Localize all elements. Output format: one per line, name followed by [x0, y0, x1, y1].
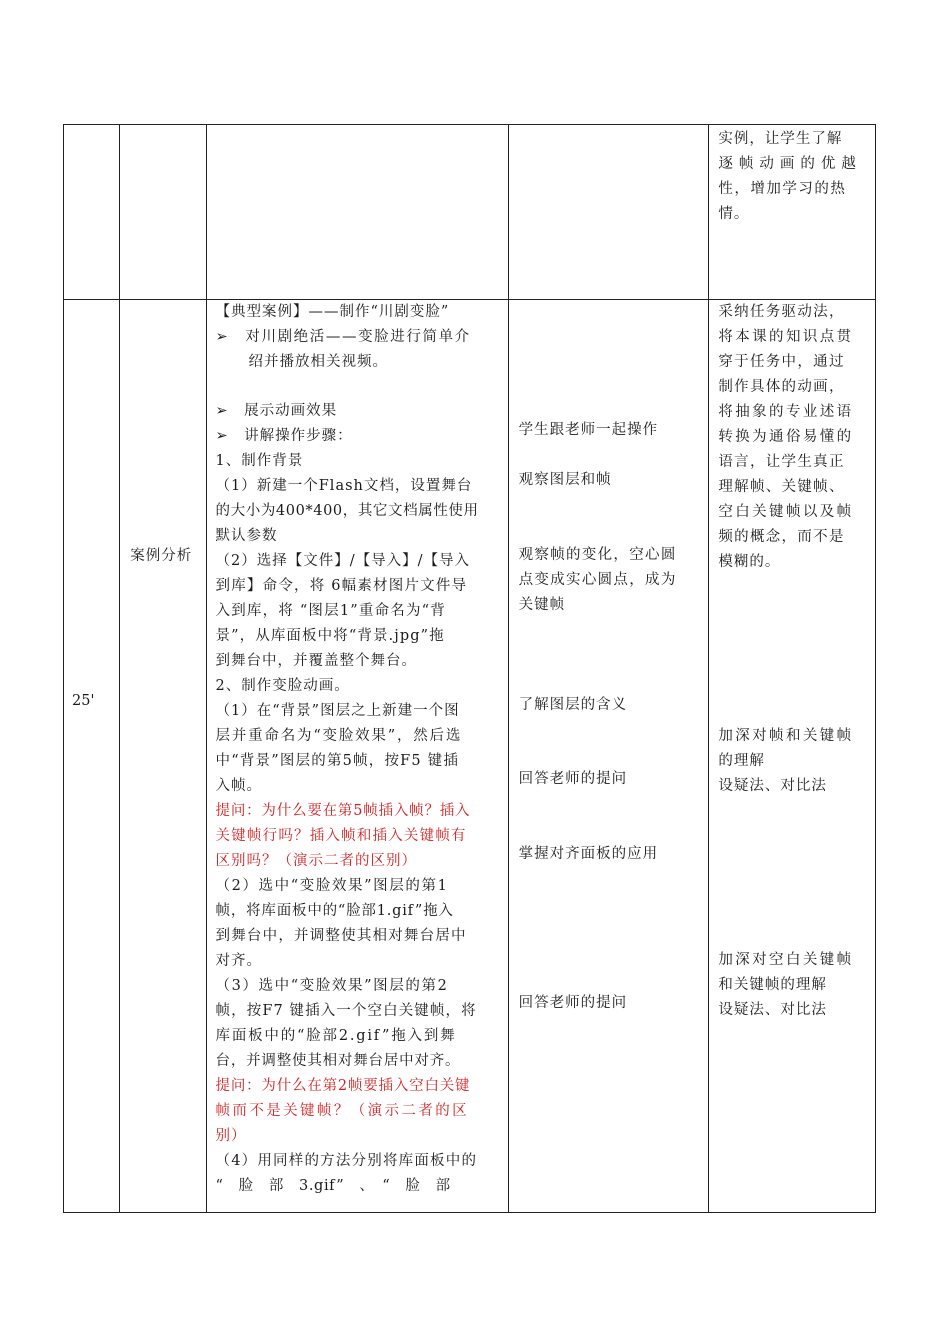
teacher-line: 到舞台中，并调整使其相对舞台居中 — [215, 928, 467, 944]
stage-cell — [120, 300, 206, 1213]
teacher-line: （1）在“背景”图层之上新建一个图 — [215, 703, 460, 719]
intent-line: 实例，让学生了解 — [718, 131, 843, 147]
intent-line: 将抽象的专业述语 — [718, 404, 854, 420]
teacher-line: 层并重命名为“变脸效果”，然后选 — [215, 728, 463, 744]
stage-cell — [120, 125, 206, 300]
stage-label: 案例分析 — [130, 548, 193, 564]
question-line: 提问：为什么在第2帧要插入空白关键 — [215, 1078, 471, 1094]
student-line: 掌握对齐面板的应用 — [518, 846, 659, 862]
intent-line: 性，增加学习的热 — [718, 181, 847, 197]
intent-line: 设疑法、对比法 — [718, 778, 827, 794]
intent-line: 频的概念，而不是 — [718, 529, 845, 545]
student-activity-cell — [508, 300, 709, 1213]
student-line: 关键帧 — [518, 597, 566, 613]
student-line: 了解图层的含义 — [518, 697, 628, 713]
teacher-line: 对齐。 — [215, 953, 263, 969]
design-intent-text — [709, 300, 875, 1212]
teacher-line: 景”，从库面板中将“背景.jpg”拖 — [215, 628, 445, 644]
intent-line: 转换为通俗易懂的 — [718, 429, 854, 445]
intent-line: 空白关键帧以及帧 — [718, 504, 854, 520]
intent-line: 制作具体的动画， — [718, 379, 845, 395]
teacher-line: “ 脸 部 3.gif” 、 “ 脸 部 — [215, 1178, 451, 1194]
intent-line: 的理解 — [718, 753, 765, 769]
teacher-line: 绍并播放相关视频。 — [248, 354, 389, 370]
question-line: 帧而不是关键帧？（演示二者的区 — [215, 1103, 470, 1119]
teacher-line: 中“背景”图层的第5帧，按F5 键插 — [215, 753, 460, 769]
teacher-line: 2、制作变脸动画。 — [215, 678, 350, 694]
intent-line: 设疑法、对比法 — [718, 1002, 827, 1018]
teacher-line: （2）选中“变脸效果”图层的第1 — [215, 878, 449, 894]
intent-line: 逐帧动画的优越 — [718, 156, 862, 172]
student-line: 点变成实心圆点，成为 — [518, 572, 677, 588]
intent-line: 将本课的知识点贯 — [718, 329, 854, 345]
intent-line: 和关键帧的理解 — [718, 977, 827, 993]
intent-line: 模糊的。 — [718, 554, 781, 570]
design-intent-cell — [709, 300, 876, 1213]
teacher-line: ➢ 对川剧绝活——变脸进行简单介 — [215, 329, 471, 345]
student-line: 观察帧的变化，空心圆 — [518, 547, 677, 563]
student-activity-text — [509, 300, 709, 1212]
teacher-line: 到库】命令，将 6幅素材图片文件导 — [215, 578, 468, 594]
time-value: 25' — [72, 693, 95, 709]
teacher-activity-cell — [206, 125, 508, 300]
student-line: 回答老师的提问 — [518, 771, 628, 787]
teacher-line: 台，并调整使其相对舞台居中对齐。 — [215, 1053, 461, 1069]
teacher-line: 【典型案例】——制作“川剧变脸” — [215, 304, 450, 320]
intent-line: 加深对帧和关键帧 — [718, 728, 854, 744]
student-activity-cell — [508, 125, 709, 300]
teacher-line: 入帧。 — [215, 778, 263, 794]
time-cell — [64, 125, 120, 300]
teacher-activity-cell — [206, 300, 508, 1213]
teacher-line: 到舞台中，并覆盖整个舞台。 — [215, 653, 418, 669]
teacher-line: （2）选择【文件】/【导入】/【导入 — [215, 553, 471, 569]
intent-line: 采纳任务驱动法， — [718, 304, 845, 320]
teacher-line: 入到库，将 “图层1”重命名为“背 — [215, 603, 446, 619]
lesson-plan-table — [63, 124, 876, 1213]
teacher-line: （1）新建一个Flash文档，设置舞台 — [215, 478, 473, 494]
time-cell — [64, 300, 120, 1213]
teacher-line: 帧，将库面板中的“脸部1.gif”拖入 — [215, 903, 454, 919]
teacher-line: ➢ 讲解操作步骤： — [215, 428, 353, 444]
table-row — [64, 300, 876, 1213]
teacher-line: （4）用同样的方法分别将库面板中的 — [215, 1153, 478, 1169]
question-line: 提问：为什么要在第5帧插入帧？插入 — [215, 803, 471, 819]
intent-line: 情。 — [718, 206, 750, 222]
student-line: 观察图层和帧 — [518, 472, 612, 488]
teacher-line: 1、制作背景 — [215, 453, 304, 469]
intent-line: 穿于任务中，通过 — [718, 354, 845, 370]
design-intent-cell — [709, 125, 876, 300]
teacher-line: （3）选中“变脸效果”图层的第2 — [215, 978, 449, 994]
table-row — [64, 125, 876, 300]
teacher-line: 的大小为400*400，其它文档属性使用 — [215, 503, 479, 519]
teacher-line: 库面板中的“脸部2.gif”拖入到舞 — [215, 1028, 457, 1044]
teacher-line: ➢ 展示动画效果 — [215, 403, 338, 419]
intent-line: 理解帧、关键帧、 — [718, 479, 845, 495]
intent-line: 语言，让学生真正 — [718, 454, 845, 470]
student-line: 学生跟老师一起操作 — [518, 422, 659, 438]
teacher-line: 帧，按F7 键插入一个空白关键帧，将 — [215, 1003, 477, 1019]
question-line: 区别吗？（演示二者的区别） — [215, 853, 418, 869]
teacher-activity-text — [207, 300, 508, 1212]
intent-line: 加深对空白关键帧 — [718, 952, 854, 968]
teacher-line: 默认参数 — [215, 528, 278, 544]
question-line: 关键帧行吗？插入帧和插入关键帧有 — [215, 828, 467, 844]
question-line: 别） — [215, 1128, 247, 1144]
student-line: 回答老师的提问 — [518, 995, 628, 1011]
